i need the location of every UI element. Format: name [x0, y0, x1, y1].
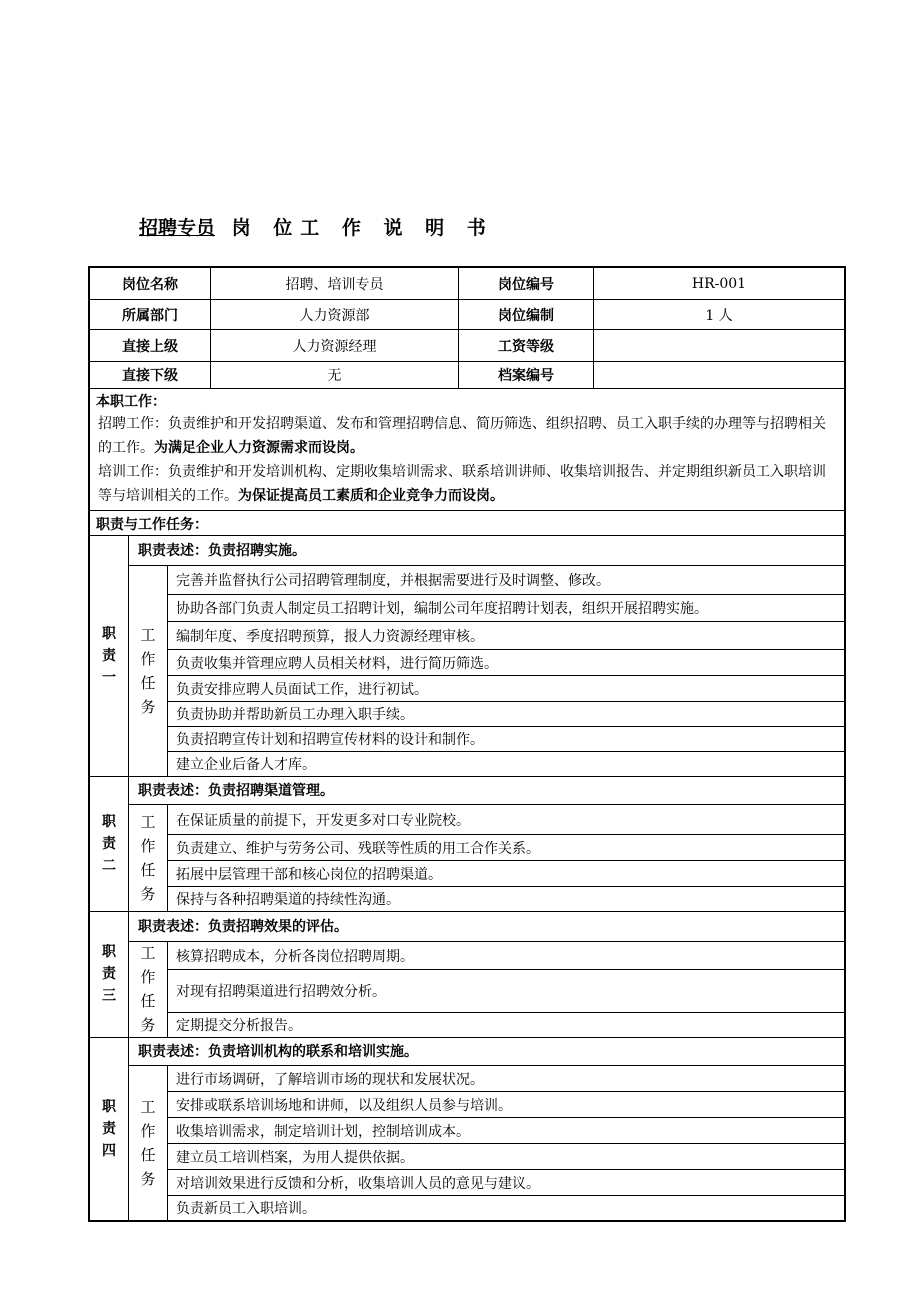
- summary-recruit-text: 招聘工作：负责维护和开发招聘渠道、发布和管理招聘信息、简历筛选、组织招聘、员工入职手续的办理等与招聘相关的工作。: [98, 416, 826, 456]
- value-subordinate: 无: [327, 368, 342, 384]
- work-char: 工: [140, 812, 156, 831]
- task-item: 负责收集并管理应聘人员相关材料，进行简历筛选。: [176, 655, 498, 672]
- summary-training: [98, 460, 834, 508]
- value-position-code: HR-001: [691, 275, 747, 292]
- label-salary-grade: 工资等级: [498, 338, 554, 355]
- duty-3-char-1: 职: [102, 944, 116, 960]
- work-char: 工: [140, 1097, 156, 1116]
- work-char: 任: [140, 673, 156, 692]
- task-item: 保持与各种招聘渠道的持续性沟通。: [176, 892, 400, 908]
- work-char: 作: [140, 968, 156, 986]
- summary-recruit: [98, 412, 834, 460]
- work-char: 务: [140, 1016, 156, 1034]
- value-salary-grade: [594, 330, 844, 361]
- duty-3-statement: 职责表述：负责招聘效果的评估。: [138, 919, 348, 935]
- work-char: 作: [140, 649, 156, 668]
- title-doc: 岗 位工 作 说 明 书: [231, 217, 494, 239]
- label-subordinate: 直接下级: [122, 368, 178, 384]
- duty-2-work-label: [129, 804, 167, 911]
- value-file-number: [594, 362, 844, 388]
- work-char: 作: [140, 1121, 156, 1140]
- work-char: 作: [140, 836, 156, 855]
- work-char: 务: [140, 884, 156, 903]
- label-file-number: 档案编号: [498, 368, 554, 384]
- title-position: 招聘专员: [139, 217, 216, 239]
- task-item: 完善并监督执行公司招聘管理制度，并根据需要进行及时调整、修改。: [176, 573, 610, 589]
- label-supervisor: 直接上级: [122, 338, 178, 355]
- task-item: 对现有招聘渠道进行招聘效分析。: [176, 984, 386, 1000]
- task-item: 负责建立、维护与劳务公司、残联等性质的用工合作关系。: [176, 840, 540, 857]
- work-char: 工: [140, 625, 156, 644]
- task-item: 定期提交分析报告。: [176, 1018, 302, 1034]
- task-item: 负责招聘宣传计划和招聘宣传材料的设计和制作。: [176, 732, 484, 748]
- work-char: 任: [140, 1145, 156, 1164]
- summary-training-bold: 为保证提高员工素质和企业竞争力而设岗。: [238, 488, 504, 504]
- task-item: 负责协助并帮助新员工办理入职手续。: [176, 707, 414, 723]
- duty-1-work-label: [129, 565, 167, 776]
- duty-2-char-3: 二: [102, 857, 116, 874]
- value-department: 人力资源部: [299, 307, 370, 324]
- task-item: 进行市场调研，了解培训市场的现状和发展状况。: [176, 1071, 484, 1088]
- duty-1-char-1: 职: [102, 625, 116, 642]
- work-char: 务: [140, 1169, 156, 1188]
- duty-2-char-1: 职: [102, 813, 116, 830]
- label-department: 所属部门: [122, 307, 178, 324]
- duty-4-work-label: [129, 1065, 167, 1220]
- duty-4-char-3: 四: [102, 1142, 116, 1159]
- duty-4-statement: 职责表述：负责培训机构的联系和培训实施。: [138, 1044, 418, 1060]
- job-description-form: [88, 266, 846, 1222]
- task-item: 负责安排应聘人员面试工作，进行初试。: [176, 681, 428, 698]
- task-item: 负责新员工入职培训。: [176, 1201, 316, 1217]
- duty-1-char-2: 责: [102, 647, 116, 664]
- task-item: 拓展中层管理干部和核心岗位的招聘渠道。: [176, 866, 442, 883]
- work-char: 任: [140, 992, 156, 1010]
- task-item: 建立企业后备人才库。: [176, 757, 316, 773]
- summary-training-text: 培训工作：负责维护和开发培训机构、定期收集培训需求、联系培训讲师、收集培训报告、并定期组织新员工入职培训等与培训相关的工作。: [98, 464, 826, 504]
- duty-1-statement: 职责表述：负责招聘实施。: [138, 543, 306, 559]
- duty-1-label: [90, 535, 128, 776]
- duty-2-label: [90, 776, 128, 911]
- duty-2-char-2: 责: [102, 835, 116, 852]
- value-position-name: 招聘、培训专员: [285, 276, 384, 293]
- duty-4-label: [90, 1037, 128, 1220]
- duty-3-char-2: 责: [102, 966, 116, 982]
- summary-heading: 本职工作：: [96, 394, 166, 410]
- duty-1-char-3: 一: [102, 669, 116, 686]
- task-item: 在保证质量的前提下，开发更多对口专业院校。: [176, 812, 470, 829]
- value-headcount: 1 人: [705, 307, 733, 324]
- task-item: 核算招聘成本，分析各岗位招聘周期。: [176, 948, 414, 965]
- task-item: 编制年度、季度招聘预算，报人力资源经理审核。: [176, 628, 484, 645]
- label-position-name: 岗位名称: [122, 276, 178, 293]
- task-item: 安排或联系培训场地和讲师，以及组织人员参与培训。: [176, 1097, 512, 1114]
- task-item: 协助各部门负责人制定员工招聘计划，编制公司年度招聘计划表，组织开展招聘实施。: [176, 601, 708, 617]
- label-position-code: 岗位编号: [498, 276, 554, 293]
- duty-3-char-3: 三: [102, 988, 116, 1004]
- duties-heading: 职责与工作任务：: [96, 517, 208, 533]
- duty-3-label: [90, 911, 128, 1037]
- work-char: 务: [140, 697, 156, 716]
- summary-recruit-bold: 为满足企业人力资源需求而设岗。: [154, 440, 364, 456]
- value-supervisor: 人力资源经理: [292, 338, 377, 355]
- duty-4-char-2: 责: [102, 1120, 116, 1137]
- work-char: 任: [140, 860, 156, 879]
- duty-2-statement: 职责表述：负责招聘渠道管理。: [138, 783, 334, 799]
- work-char: 工: [140, 944, 156, 962]
- duty-3-work-label: [129, 941, 167, 1037]
- label-headcount: 岗位编制: [498, 307, 554, 324]
- task-item: 收集培训需求，制定培训计划，控制培训成本。: [176, 1123, 470, 1140]
- duty-4-char-1: 职: [102, 1098, 116, 1115]
- task-item: 建立员工培训档案，为用人提供依据。: [176, 1149, 414, 1166]
- document-title: [139, 213, 494, 240]
- task-item: 对培训效果进行反馈和分析，收集培训人员的意见与建议。: [176, 1175, 540, 1192]
